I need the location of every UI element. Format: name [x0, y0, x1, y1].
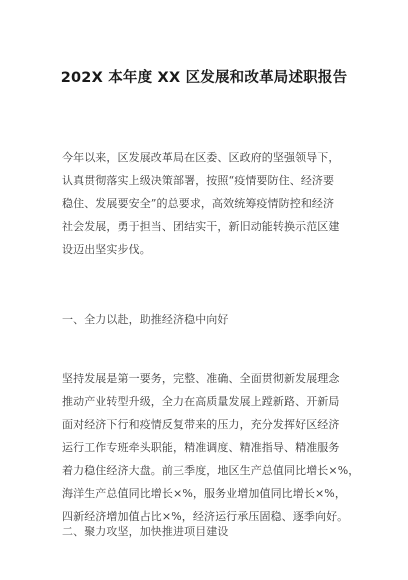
section-2-heading [62, 520, 362, 543]
section-heading-text: 一、全力以赴，助推经济稳中向好 [62, 313, 229, 326]
section-1-heading [62, 308, 362, 331]
paragraph-line: 社会发展，勇于担当、团结实干，新旧动能转换示范区建 [62, 220, 340, 233]
document-title: 202X 本年度 XX 区发展和改革局述职报告 [60, 70, 348, 86]
paragraph-line: 运行工作专班牵头职能，精准调度、精准指导、精准服务 [62, 441, 340, 454]
paragraph-line: 面对经济下行和疫情反复带来的压力，充分发挥好区经济 [62, 418, 340, 431]
section-heading-text: 二、聚力攻坚，加快推进项目建设 [62, 525, 229, 538]
paragraph-line: 四新经济增加值占比×%，经济运行承压固稳、逐季向好。 [62, 510, 349, 523]
paragraph-line: 海洋生产总值同比增长×%，服务业增加值同比增长×%， [62, 487, 346, 500]
paragraph-line: 坚持发展是第一要务，完整、准确、全面贯彻新发展理念 [62, 372, 340, 385]
paragraph-line: 推动产业转型升级，全力在高质量发展上蹚新路、开新局 [62, 395, 340, 408]
paragraph-line: 认真贯彻落实上级决策部署，按照“疫情要防住、经济要 [62, 174, 335, 187]
section-1-paragraph [62, 367, 362, 528]
paragraph-line: 稳住、发展要安全”的总要求，高效统筹疫情防控和经济 [62, 197, 335, 210]
paragraph-line: 今年以来，区发展改革局在区委、区政府的坚强领导下， [62, 151, 340, 164]
paragraph-line: 着力稳住经济大盘。前三季度，地区生产总值同比增长×%， [62, 464, 360, 477]
intro-paragraph [62, 146, 362, 261]
paragraph-line: 设迈出坚实步伐。 [62, 243, 151, 256]
